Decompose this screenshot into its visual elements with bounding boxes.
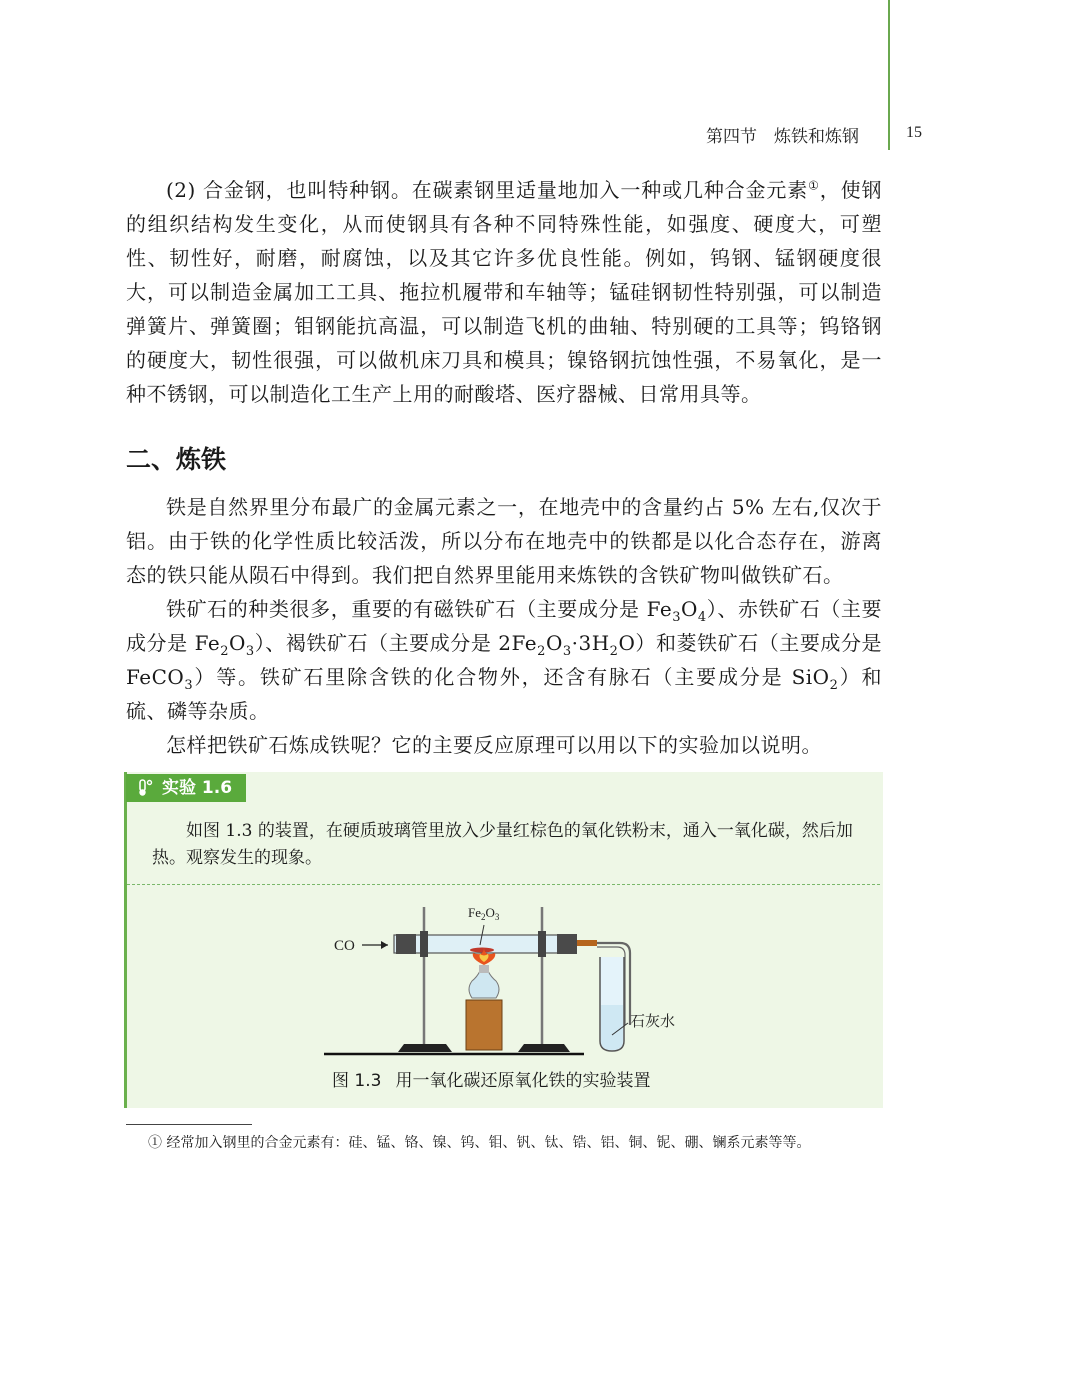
iron-oxide-powder (470, 948, 494, 953)
apparatus-figure (320, 895, 680, 1061)
clamp-right (538, 931, 546, 957)
wooden-block (466, 1000, 502, 1050)
figure-number: 图 1.3 (332, 1071, 382, 1091)
page-number: 15 (906, 124, 922, 141)
header-rule (888, 0, 890, 150)
iron-ore-paragraph: 铁矿石的种类很多，重要的有磁铁矿石（主要成分是 $Fe_3O_4$）、赤铁矿石（主要成分是 $Fe_2O_3$）、褐铁矿石（主要成分是 $2Fe_2O_3\cdot 3H_2O$）和菱铁矿石（主要成分是 FeCO$_3$）等。铁矿石里除含铁的化合物外，还含有脉石（主要成分是 SiO$_2$）和硫、磷等杂质。 (126, 597, 883, 723)
footnote: ① 经常加入钢里的合金元素有：硅、锰、铬、镍、钨、钼、钒、钛、锆、铝、铜、铌、硼、镧系元素等等。 (148, 1135, 811, 1151)
iron-body (126, 490, 882, 762)
experiment-label: 实验 1.6 (162, 778, 233, 798)
question-paragraph: 怎样把铁矿石炼成铁呢？它的主要反应原理可以用以下的实验加以说明。 (166, 733, 822, 757)
fe2o3-label: $Fe_2O_3$ (468, 905, 500, 922)
stopper-left (396, 934, 416, 954)
running-header-section: 第四节 炼铁和炼钢 (706, 127, 859, 147)
thermometer-icon (136, 779, 154, 797)
alloy-steel-paragraph: (2) 合金钢，也叫特种钢。在碳素钢里适量地加入一种或几种合金元素①，使钢的组织结构发生变化，从而使钢具有各种不同特殊性能，如强度、硬度大，可塑性、韧性好，耐磨，耐腐蚀，以及其它许多优良性能。例如，钨钢、锰钢硬度很大，可以制造金属加工工具、拖拉机履带和车轴等；锰硅钢韧性特别强，可以制造弹簧片、弹簧圈；钼钢能抗高温，可以制造飞机的曲轴、特别硬的工具等；钨铬钢的硬度大，韧性很强，可以做机床刀具和模具；镍铬钢抗蚀性强，不易氧化，是一种不锈钢，可以制造化工生产上用的耐酸塔、医疗器械、日常用具等。 (126, 178, 882, 406)
stand-base-right (518, 1044, 570, 1052)
figure-caption (332, 1066, 664, 1091)
experiment-tag (126, 774, 246, 802)
iron-intro-paragraph: 铁是自然界里分布最广的金属元素之一，在地壳中的含量约占 5% 左右,仅次于铝。由于铁的化学性质比较活泼，所以分布在地壳中的铁都是以化合态存在，游离态的铁只能从陨石中得到。我们把自然界里能用来炼铁的含铁矿物叫做铁矿石。 (126, 495, 882, 587)
figure-title: 用一氧化碳还原氧化铁的实验装置 (395, 1071, 651, 1091)
experiment-instructions: 如图 1.3 的装置，在硬质玻璃管里放入少量红棕色的氧化铁粉末，通入一氧化碳，然后加热。观察发生的现象。 (152, 821, 853, 868)
co-label: CO (334, 938, 355, 954)
limewater (601, 1005, 623, 1050)
stopper-right (557, 934, 577, 954)
clamp-left (420, 931, 428, 957)
experiment-divider (127, 884, 880, 885)
alcohol-lamp (469, 971, 499, 998)
footnote-rule (126, 1124, 252, 1125)
stand-base-left (398, 1044, 452, 1052)
section-heading: 二、炼铁 (126, 445, 227, 474)
limewater-label: 石灰水 (630, 1012, 676, 1030)
lamp-wick (479, 965, 489, 973)
rubber-connector (577, 940, 597, 946)
footnote-marker[interactable]: ① (808, 178, 820, 193)
